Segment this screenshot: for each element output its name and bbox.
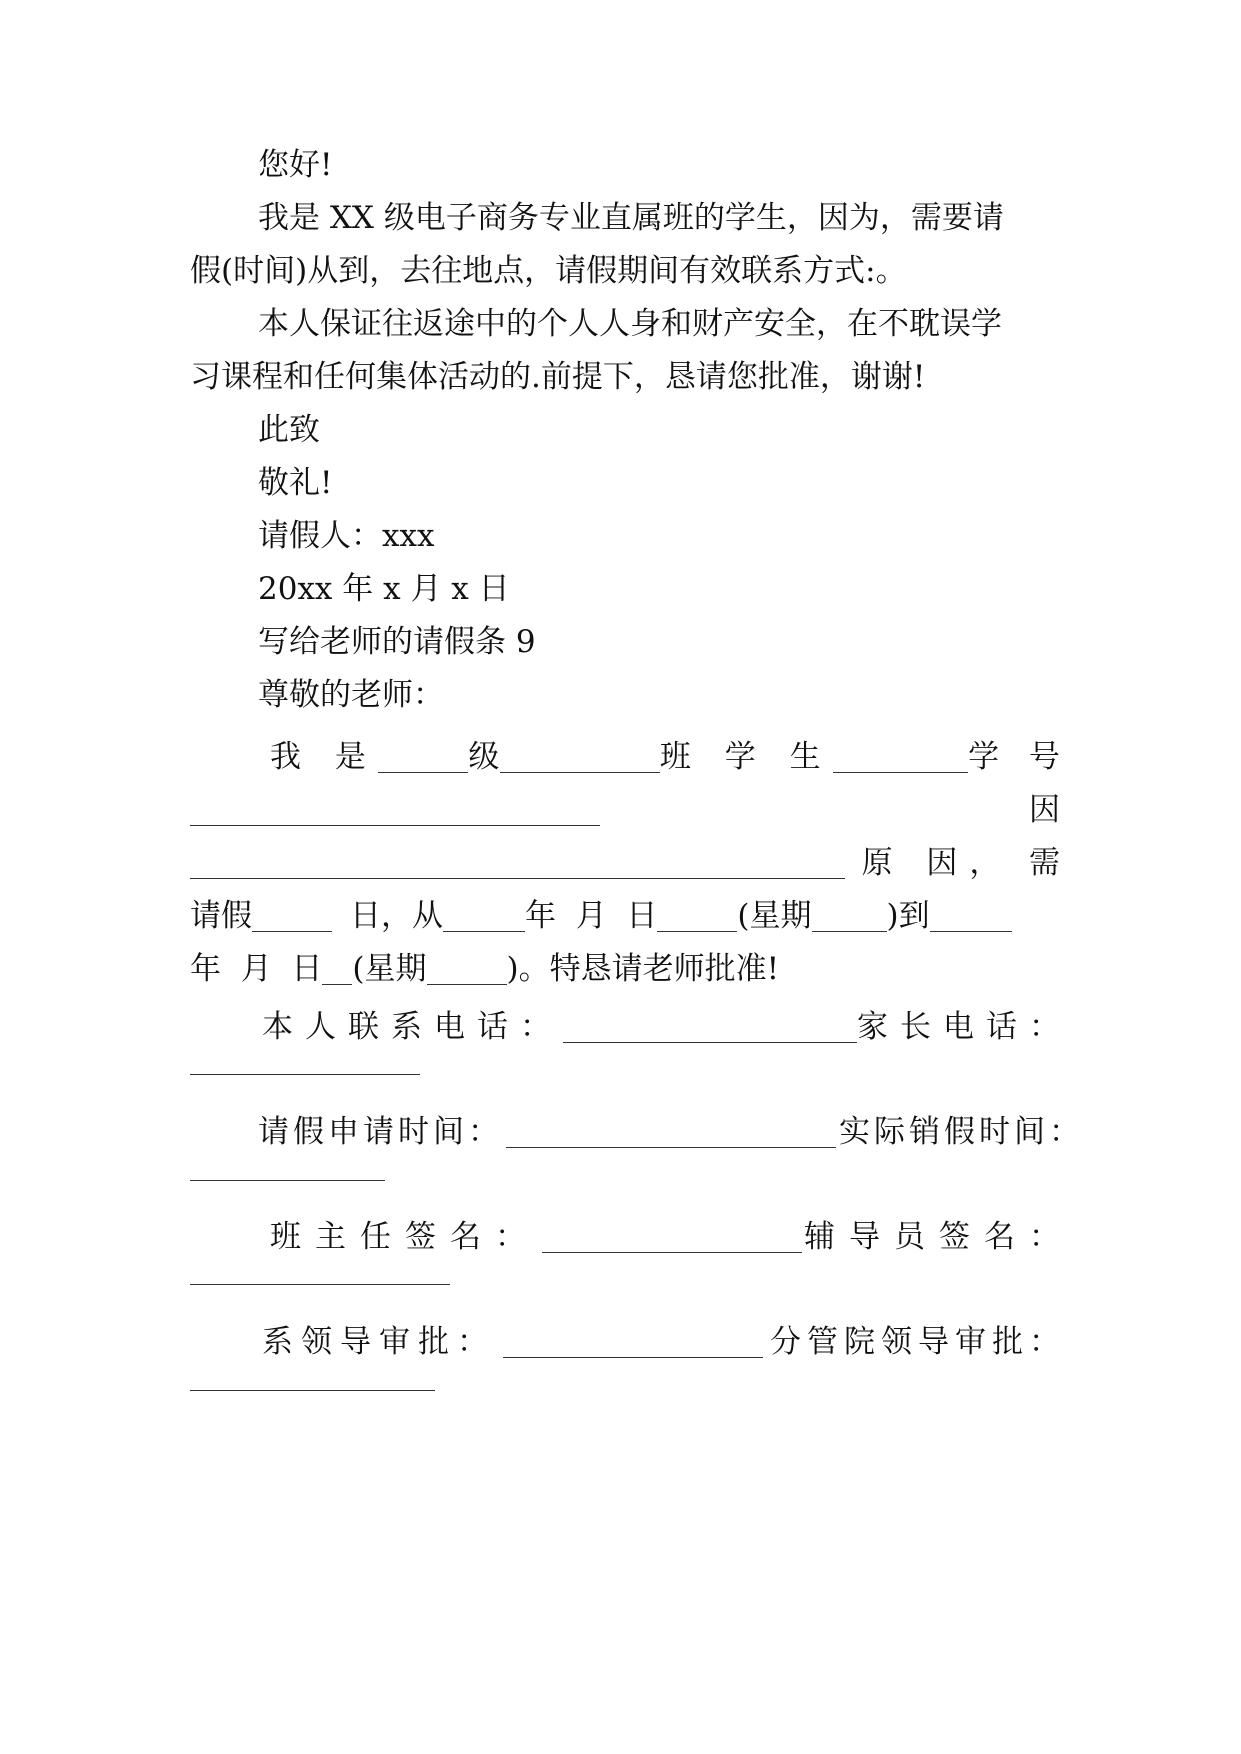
- blank-end-year[interactable]: [930, 901, 1012, 932]
- para2-line1: 本人保证往返途中的个人人身和财产安全，在不耽误学: [258, 306, 1002, 342]
- letter-heading: 写给老师的请假条 9: [258, 624, 536, 660]
- approvals-row: [262, 1318, 1066, 1360]
- parent-phone-label: 家长电话：: [857, 1009, 1072, 1045]
- text-ri-cong: 日，从: [350, 898, 443, 934]
- dept-approval-field[interactable]: [503, 1327, 763, 1358]
- date: 20xx 年 x 月 x 日: [258, 571, 510, 607]
- form-row-3: [190, 839, 1060, 879]
- apply-time-label: 请假申请时间：: [258, 1114, 503, 1150]
- text-approve-request: )。特恳请老师批准!: [506, 951, 780, 987]
- cancel-time-label: 实际销假时间：: [839, 1114, 1084, 1150]
- text-xu: 需: [1028, 845, 1060, 881]
- text-xingqi-end: (星期: [352, 951, 427, 987]
- blank-class[interactable]: [500, 742, 660, 773]
- text-ymd-start: 年 月 日: [525, 898, 658, 934]
- counselor-label: 辅导员签名：: [804, 1219, 1074, 1255]
- blank-end-date[interactable]: [322, 954, 352, 985]
- self-phone-label: 本人联系电话：: [262, 1009, 563, 1045]
- text-qingjia: 请假: [190, 898, 252, 934]
- parent-phone-field[interactable]: [190, 1074, 420, 1075]
- apply-time-field[interactable]: [506, 1117, 836, 1148]
- para2-line2: 习课程和任何集体活动的.前提下，恳请您批准，谢谢!: [190, 359, 926, 395]
- cancel-time-field[interactable]: [190, 1180, 385, 1181]
- form-row-2: [190, 786, 1060, 826]
- closing-jingli: 敬礼!: [258, 465, 333, 501]
- text-ban-xuesheng: 班 学 生: [659, 739, 833, 775]
- text-yuanyin: 原 因，: [861, 845, 1013, 881]
- text-ji: 级: [468, 739, 500, 775]
- head-teacher-label: 班主任签名：: [270, 1219, 540, 1255]
- text-dao: )到: [886, 898, 930, 934]
- counselor-sign-field[interactable]: [190, 1284, 450, 1285]
- blank-end-weekday[interactable]: [427, 954, 507, 985]
- college-approval-label: 分管院领导审批：: [770, 1324, 1066, 1360]
- form-row-1: [270, 733, 1070, 775]
- blank-reason[interactable]: [190, 848, 845, 879]
- signer: 请假人：xxx: [258, 518, 435, 554]
- text-xuehao: 学 号: [968, 739, 1070, 775]
- self-phone-field[interactable]: [563, 1012, 857, 1043]
- signatures-row: [270, 1213, 1074, 1255]
- blank-start-date[interactable]: [657, 901, 737, 932]
- text-xingqi-start: (星期: [737, 898, 812, 934]
- head-teacher-sign-field[interactable]: [542, 1222, 802, 1253]
- blank-days[interactable]: [252, 901, 332, 932]
- times-row: [258, 1108, 1084, 1150]
- text-wo-shi: 我 是: [270, 739, 378, 775]
- dept-approval-label: 系领导审批：: [262, 1324, 496, 1360]
- para1-line2: 假(时间)从到，去往地点，请假期间有效联系方式:。: [190, 253, 907, 289]
- blank-start-year[interactable]: [443, 901, 525, 932]
- blank-start-weekday[interactable]: [812, 901, 887, 932]
- blank-student-name[interactable]: [833, 742, 968, 773]
- text-yin: 因: [1029, 792, 1060, 828]
- closing-cizhi: 此致: [258, 412, 320, 448]
- college-approval-field[interactable]: [190, 1390, 435, 1391]
- salutation: 尊敬的老师：: [258, 677, 444, 713]
- text-ymd-end: 年 月 日: [190, 951, 323, 987]
- form-row-5: [190, 945, 1060, 985]
- para1-line1: 我是 XX 级电子商务专业直属班的学生，因为，需要请: [258, 200, 1004, 236]
- greeting: 您好!: [258, 147, 333, 183]
- contact-row: [262, 1003, 1072, 1045]
- blank-grade[interactable]: [378, 742, 468, 773]
- blank-student-id[interactable]: [190, 795, 600, 826]
- form-row-4: [190, 892, 1060, 932]
